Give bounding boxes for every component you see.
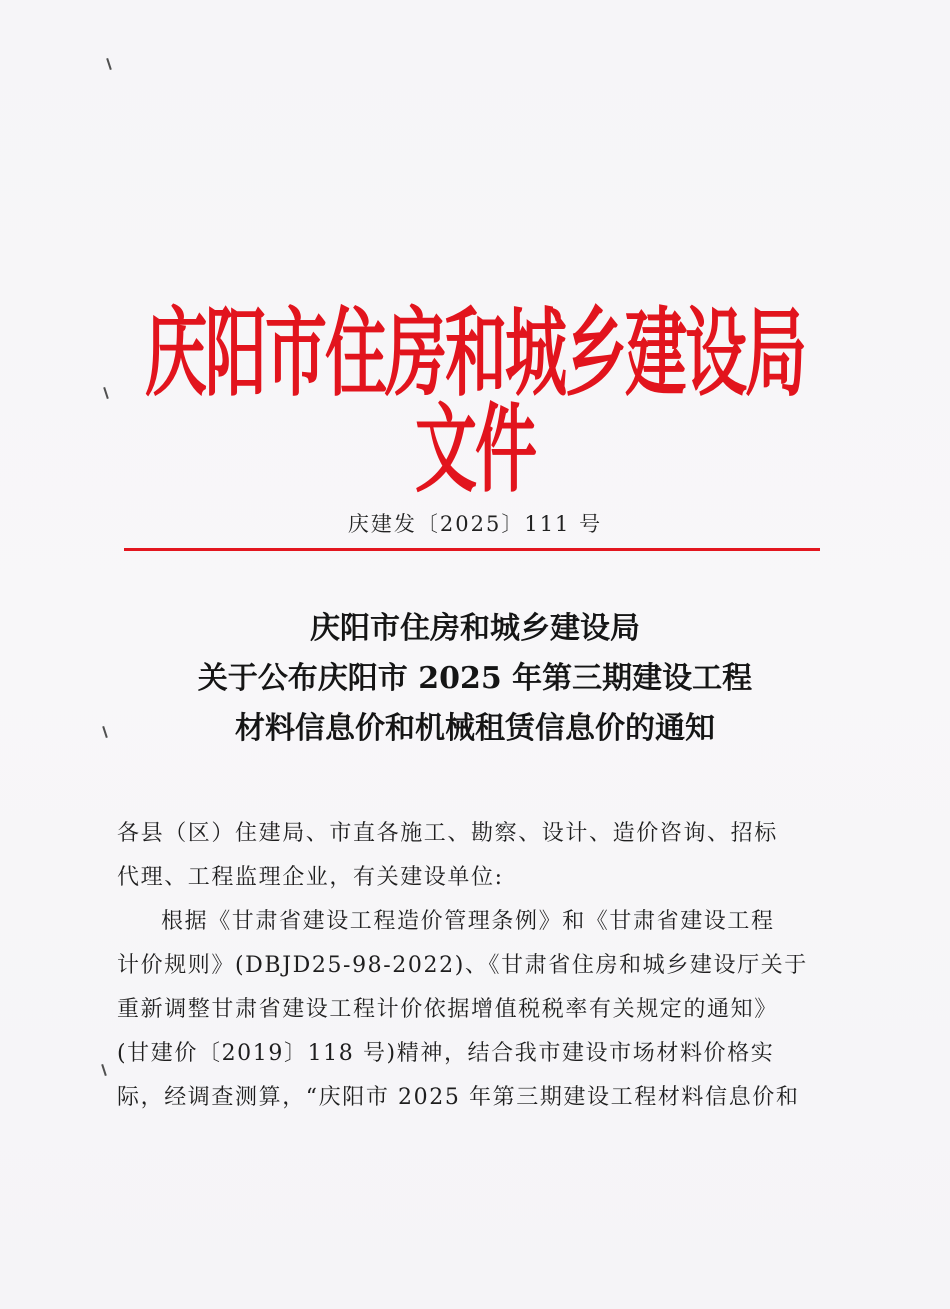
document-title [0,604,950,754]
scan-mark [103,387,109,399]
document-number: 庆建发〔2025〕111 号 [347,512,603,536]
title-line: 材料信息价和机械租赁信息价的通知 [235,711,715,746]
scan-mark [106,58,112,70]
title-line: 关于公布庆阳市 2025 年第三期建设工程 [197,661,753,696]
document-body [117,812,852,1120]
body-paragraph-line: 际，经调查测算，“庆阳市 2025 年第三期建设工程材料信息价和 [117,1085,800,1110]
recipients-line: 代理、工程监理企业，有关建设单位: [117,865,504,890]
red-divider [124,548,820,551]
scan-mark [101,1064,107,1076]
body-paragraph-line: (甘建价〔2019〕118 号)精神，结合我市建设市场材料价格实 [117,1041,775,1066]
recipients-line: 各县（区）住建局、市直各施工、勘察、设计、造价咨询、招标 [117,821,778,846]
body-paragraph-line: 根据《甘肃省建设工程造价管理条例》和《甘肃省建设工程 [161,909,775,934]
body-paragraph-line: 重新调整甘肃省建设工程计价依据增值税税率有关规定的通知》 [117,997,778,1022]
issuer-masthead: 庆阳市住房和城乡建设局文件 [144,296,805,506]
body-paragraph-line: 计价规则》(DBJD25-98-2022)、《甘肃省住房和城乡建设厅关于 [117,953,808,978]
title-line: 庆阳市住房和城乡建设局 [310,611,640,646]
